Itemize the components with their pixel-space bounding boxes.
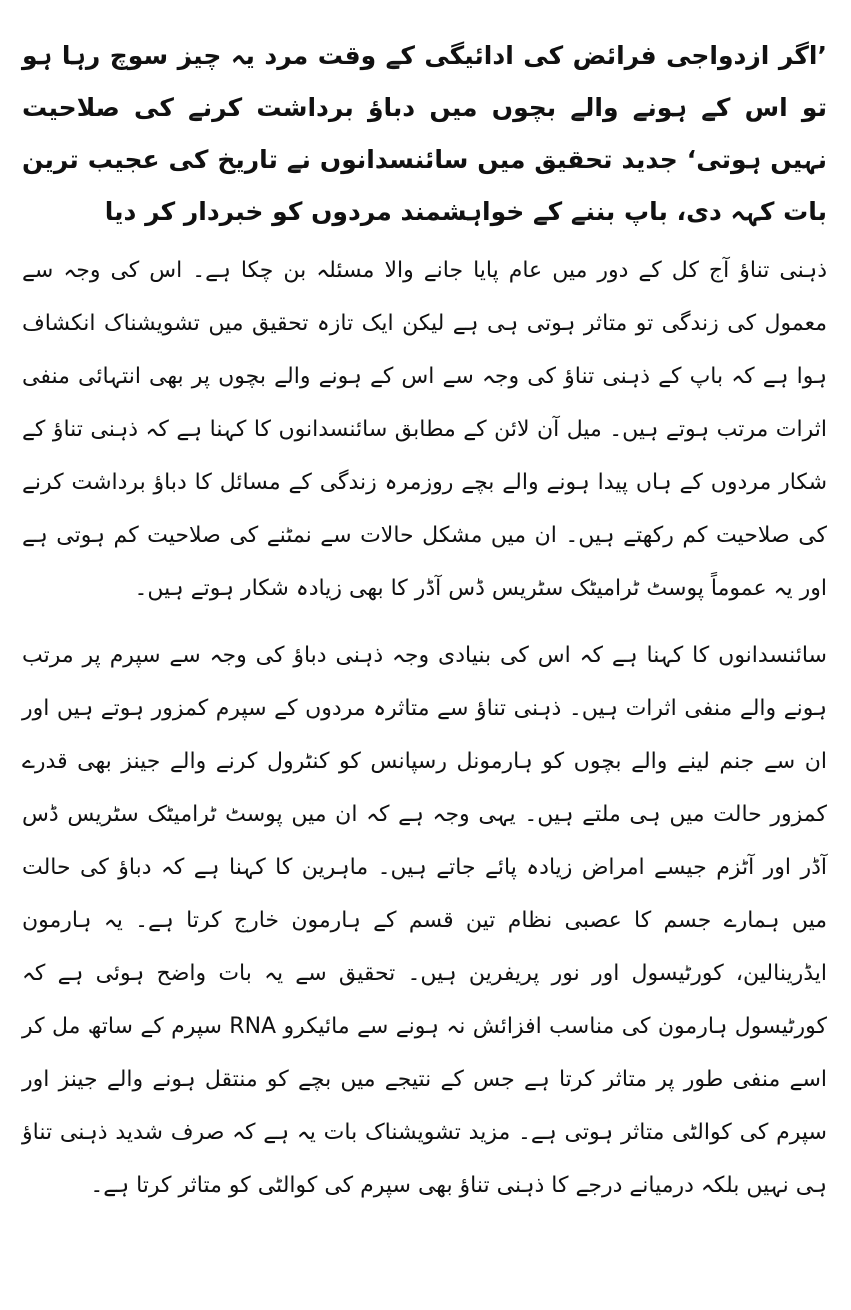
article-paragraph-2: سائنسدانوں کا کہنا ہے کہ اس کی بنیادی وجہ ذہنی دباؤ کی وجہ سے سپرم پر مرتب ہونے والے منفی اثرات ہیں۔ ذہنی تناؤ سے متاثرہ مردوں کے سپرم کمزور ہوتے ہیں اور ان سے جنم لینے والے بچوں کو ہارمونل رسپانس کو کنٹرول کرنے والے جینز بھی قدرے کمزور حالت میں ہی ملتے ہیں۔ یہی وجہ ہے کہ ان میں پوسٹ ٹرامیٹک سٹریس ڈس آڈر اور آٹزم جیسے امراض زیادہ پائے جاتے ہیں۔ ماہرین کا کہنا ہے کہ دباؤ کی حالت میں ہمارے جسم کا عصبی نظام تین قسم کے ہارمون خارج کرتا ہے۔ یہ ہارمون ایڈرینالین، کورٹیسول اور نور پریفرین ہیں۔ تحقیق سے یہ بات واضح ہوئی ہے کہ کورٹیسول ہارمون کی مناسب افزائش نہ ہونے سے مائیکرو RNA سپرم کے ساتھ مل کر اسے منفی طور پر متاثر کرتا ہے جس کے نتیجے میں بچے کو منتقل ہونے والے جینز اور سپرم کی کوالٹی متاثر ہوتی ہے۔ مزید تشویشناک بات یہ ہے کہ صرف شدید ذہنی تناؤ ہی نہیں بلکہ درمیانے درجے کا ذہنی تناؤ بھی سپرم کی کوالٹی کو متاثر کرتا ہے۔	[22, 643, 827, 1198]
article-paragraph-1: ذہنی تناؤ آج کل کے دور میں عام پایا جانے والا مسئلہ بن چکا ہے۔ اس کی وجہ سے معمول کی زندگی تو متاثر ہوتی ہی ہے لیکن ایک تازہ تحقیق میں تشویشناک انکشاف ہوا ہے کہ باپ کے ذہنی تناؤ کی وجہ سے اس کے ہونے والے بچوں پر بھی انتہائی منفی اثرات مرتب ہوتے ہیں۔ میل آن لائن کے مطابق سائنسدانوں کا کہنا ہے کہ ذہنی تناؤ کے شکار مردوں کے ہاں پیدا ہونے والے بچے روزمرہ زندگی کے مسائل کا دباؤ برداشت کرنے کی صلاحیت کم رکھتے ہیں۔ ان میں مشکل حالات سے نمٹنے کی صلاحیت کم ہوتی ہے اور یہ عموماً پوسٹ ٹرامیٹک سٹریس ڈس آڈر کا بھی زیادہ شکار ہوتے ہیں۔	[22, 258, 827, 601]
article-headline: ’اگر ازدواجی فرائض کی ادائیگی کے وقت مرد یہ چیز سوچ رہا ہو تو اس کے ہونے والے بچوں میں دباؤ برداشت کرنے کی صلاحیت نہیں ہوتی‘ جدید تحقیق میں سائنسدانوں نے تاریخ کی عجیب ترین بات کہہ دی، باپ بننے کے خواہشمند مردوں کو خبردار کر دیا	[22, 41, 827, 226]
